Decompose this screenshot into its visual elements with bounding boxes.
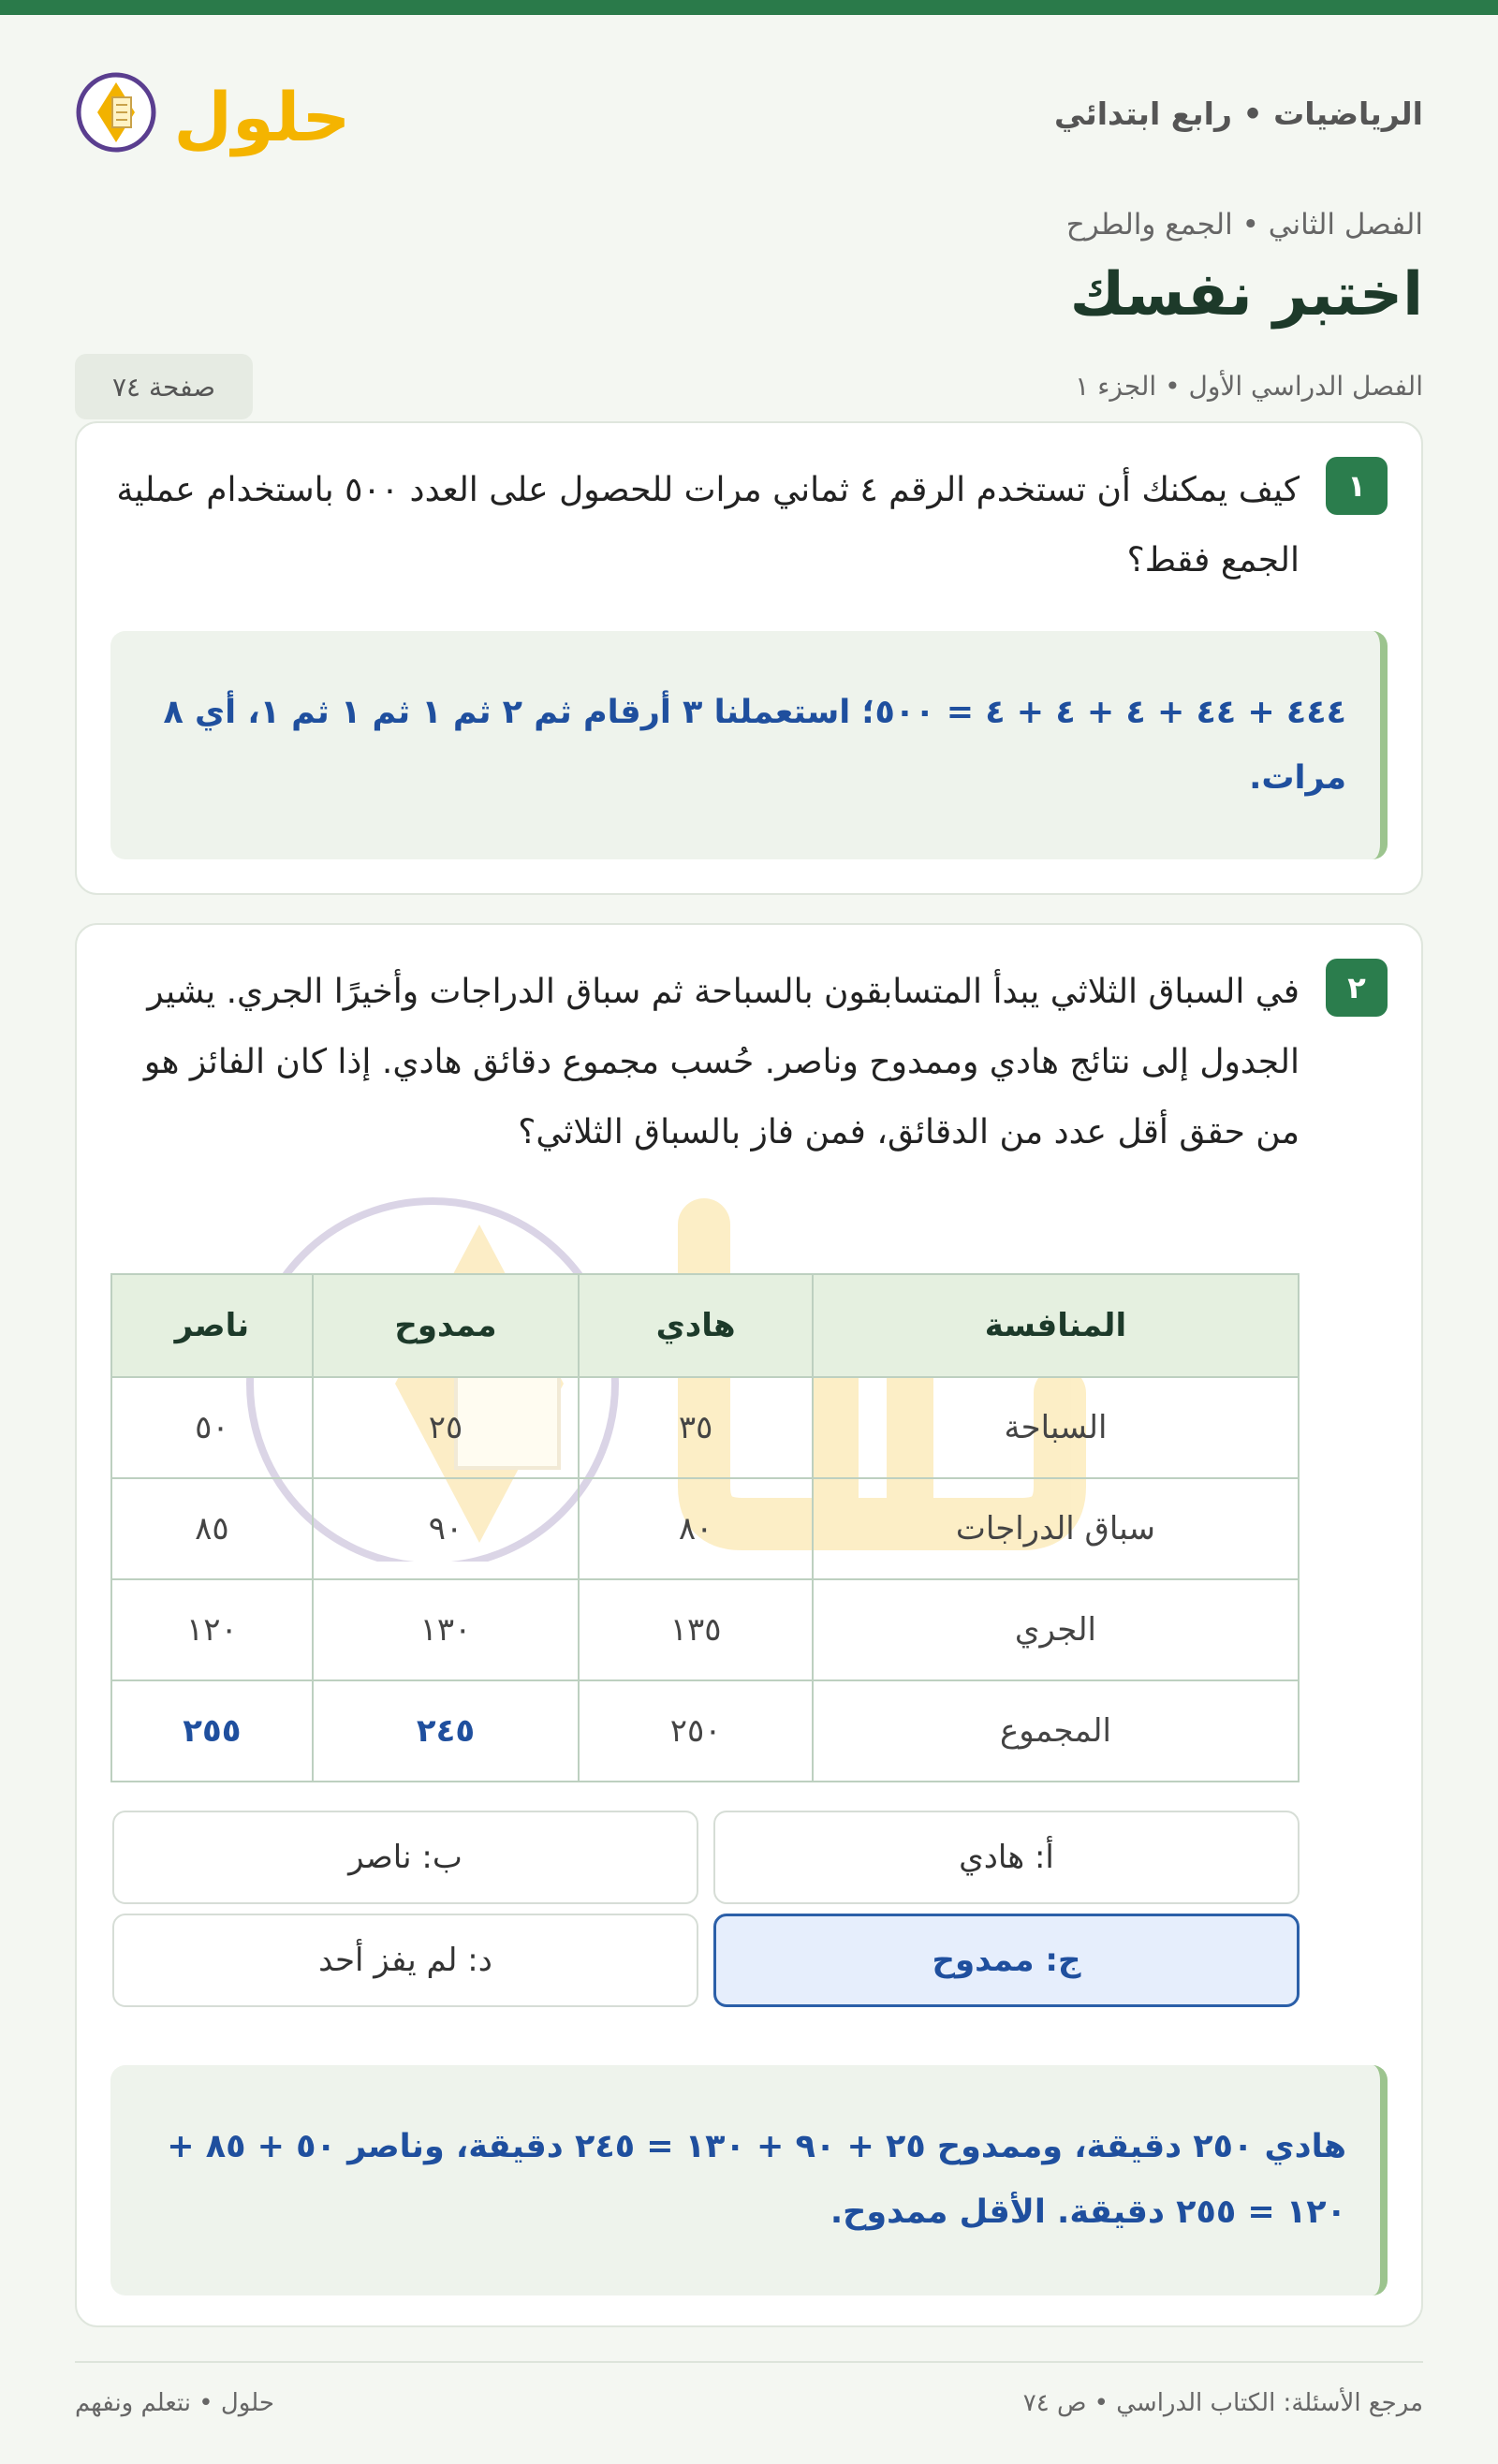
table-row [111,1579,1299,1680]
table-cell: ٨٠ [579,1478,813,1579]
column-header: ناصر [111,1274,313,1377]
table-cell: السباحة [813,1377,1299,1478]
option-c-button[interactable]: ج: ممدوح [713,1914,1300,2007]
page-title: اختبر نفسك [1069,260,1423,330]
table-cell-highlight: ٢٥٥ [111,1680,313,1782]
question-card-1 [75,421,1423,895]
question-card-2 [75,923,1423,2327]
table-cell: ١٣٥ [579,1579,813,1680]
question-text: في السباق الثلاثي يبدأ المتسابقون بالسباحة ثم سباق الدراجات وأخيرًا الجري. يشير الجدول إلى نتائج هادي وممدوح وناصر. حُسب مجموع دقائق هادي. إذا كان الفائز هو من حقق أقل عدد من الدقائق، فمن فاز بالسباق الثلاثي؟ [143,973,1300,1151]
option-d-button[interactable]: د: لم يفز أحد [112,1914,698,2007]
table-row [111,1478,1299,1579]
table-cell: ٢٥٠ [579,1680,813,1782]
page-number-badge: صفحة ٧٤ [75,354,253,419]
option-a-button[interactable]: أ: هادي [713,1811,1300,1904]
column-header: المنافسة [813,1274,1299,1377]
question-number: ١ [1326,457,1388,515]
table-cell: سباق الدراجات [813,1478,1299,1579]
question-number: ٢ [1326,959,1388,1017]
table-cell-highlight: ٢٤٥ [313,1680,580,1782]
column-header: هادي [579,1274,813,1377]
answer-box: ٤٤٤ + ٤٤ + ٤ + ٤ + ٤ = ٥٠٠؛ استعملنا ٣ أرقام ثم ٢ ثم ١ ثم ١ ثم ١، أي ٨ مرات. [110,631,1388,859]
table-cell: ١٢٠ [111,1579,313,1680]
footer-divider [75,2361,1423,2363]
results-table [110,1273,1300,1782]
table-cell: ١٣٠ [313,1579,580,1680]
answer-box: هادي ٢٥٠ دقيقة، وممدوح ٢٥ + ٩٠ + ١٣٠ = ٢٤٥ دقيقة، وناصر ٥٠ + ٨٥ + ١٢٠ = ٢٥٥ دقيقة. الأقل ممدوح. [110,2065,1388,2295]
table-cell: ٣٥ [579,1377,813,1478]
question-text: كيف يمكنك أن تستخدم الرقم ٤ ثماني مرات للحصول على العدد ٥٠٠ باستخدام عملية الجمع فقط؟ [116,471,1300,579]
table-total-row [111,1680,1299,1782]
footer-brand: حلول • نتعلم ونفهم [75,2389,274,2417]
table-row [111,1377,1299,1478]
table-header-row [111,1274,1299,1377]
semester-label: الفصل الدراسي الأول • الجزء ١ [1075,371,1423,402]
column-header: ممدوح [313,1274,580,1377]
top-accent-bar [0,0,1498,15]
footer-reference: مرجع الأسئلة: الكتاب الدراسي • ص ٧٤ [1022,2389,1423,2417]
table-cell: المجموع [813,1680,1299,1782]
hulul-logo [75,54,356,176]
table-cell: ٢٥ [313,1377,580,1478]
chapter-label: الفصل الثاني • الجمع والطرح [1065,208,1423,242]
logo-text: حلول [173,78,351,156]
page-header [75,54,1423,176]
table-cell: الجري [813,1579,1299,1680]
subject-grade: الرياضيات • رابع ابتدائي [1053,95,1423,132]
option-b-button[interactable]: ب: ناصر [112,1811,698,1904]
table-cell: ٥٠ [111,1377,313,1478]
table-cell: ٨٥ [111,1478,313,1579]
table-cell: ٩٠ [313,1478,580,1579]
